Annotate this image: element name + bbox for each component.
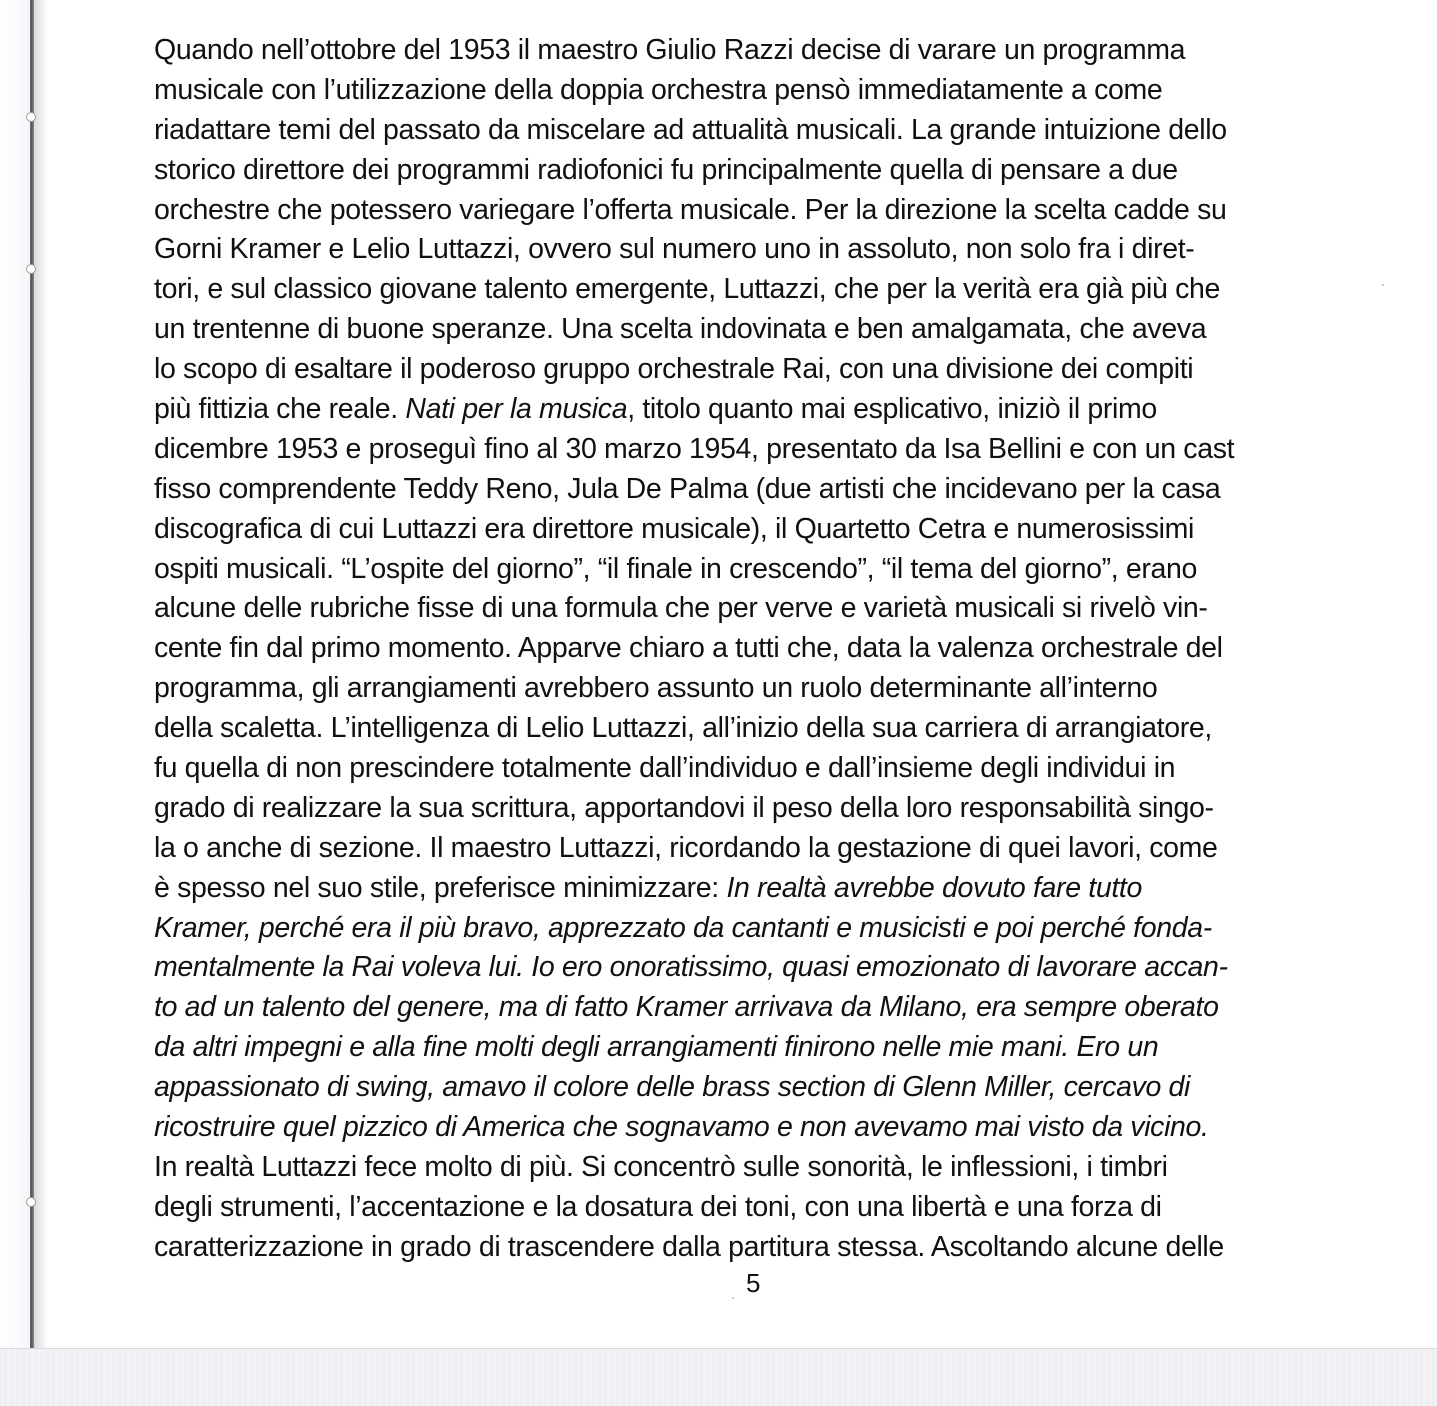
text-line <box>154 430 1369 470</box>
text-line <box>154 111 1369 151</box>
text-run: riadattare temi del passato da miscelare ad attualità musicali. La grande intuizione dello <box>154 113 1227 146</box>
text-line <box>154 1228 1369 1268</box>
text-line <box>154 350 1369 390</box>
text-run: ospiti musicali. “L’ospite del giorno”, “il finale in crescendo”, “il tema del giorno”, erano <box>154 552 1198 585</box>
text-line <box>154 749 1369 789</box>
text-run: un trentenne di buone speranze. Una scelta indovinata e ben amalgamata, che aveva <box>154 313 1207 346</box>
text-line <box>154 151 1369 191</box>
text-line <box>154 1148 1369 1188</box>
text-run: della scaletta. L’intelligenza di Lelio Luttazzi, all’inizio della sua carriera di arrangiatore, <box>154 712 1212 745</box>
text-line <box>154 829 1369 869</box>
italic-text-run: mentalmente la Rai voleva lui. Io ero onoratissimo, quasi emozionato di lavorare accan- <box>154 951 1228 984</box>
text-run: discografica di cui Luttazzi era direttore musicale), il Quartetto Cetra e numerosissimi <box>154 512 1194 545</box>
text-run: fu quella di non prescindere totalmente dall’individuo e dall’insieme degli individui in <box>154 752 1176 785</box>
text-run: fisso comprendente Teddy Reno, Jula De Palma (due artisti che incidevano per la casa <box>154 472 1221 505</box>
text-run: tori, e sul classico giovane talento emergente, Luttazzi, che per la verità era già più che <box>154 273 1221 306</box>
body-text <box>154 31 1369 1268</box>
text-line <box>154 470 1369 510</box>
text-run: Quando nell’ottobre del 1953 il maestro Giulio Razzi decise di varare un programma <box>154 34 1186 66</box>
italic-text-run: Nati per la musica <box>405 393 628 426</box>
page-number: 5 <box>746 1268 761 1298</box>
text-line <box>154 550 1369 590</box>
text-line <box>154 71 1369 111</box>
text-line <box>154 310 1369 350</box>
text-run: In realtà Luttazzi fece molto di più. Si concentrò sulle sonorità, le inflessioni, i timbri <box>154 1150 1168 1183</box>
text-run: dicembre 1953 e proseguì fino al 30 marzo 1954, presentato da Isa Bellini e con un cast <box>154 432 1235 465</box>
text-line <box>154 789 1369 829</box>
text-run: più fittizia che reale. <box>154 393 406 426</box>
text-run: Gorni Kramer e Lelio Luttazzi, ovvero sul numero uno in assoluto, non solo fra i diret- <box>154 233 1195 266</box>
text-line <box>154 191 1369 231</box>
scan-dust-speck <box>732 1297 734 1299</box>
text-line <box>154 589 1369 629</box>
text-run: orchestre che potessero variegare l’offerta musicale. Per la direzione la scelta cadde su <box>154 193 1227 226</box>
text-run: lo scopo di esaltare il poderoso gruppo orchestrale Rai, con una divisione dei compiti <box>154 353 1194 386</box>
text-line <box>154 390 1369 430</box>
text-line <box>154 909 1369 949</box>
text-line <box>154 31 1369 71</box>
text-line <box>154 629 1369 669</box>
italic-text-run: da altri impegni e alla fine molti degli arrangiamenti finirono nelle mie mani. Ero un <box>154 1031 1159 1064</box>
text-line <box>154 709 1369 749</box>
text-run: musicale con l’utilizzazione della doppia orchestra pensò immediatamente a come <box>154 73 1163 106</box>
italic-text-run: Kramer, perché era il più bravo, apprezzato da cantanti e musicisti e poi perché fonda- <box>154 911 1212 944</box>
text-run: la o anche di sezione. Il maestro Luttazzi, ricordando la gestazione di quei lavori, come <box>154 831 1218 864</box>
text-line <box>154 510 1369 550</box>
text-run: grado di realizzare la sua scrittura, apportandovi il peso della loro responsabilità singo- <box>154 791 1214 824</box>
text-line <box>154 1028 1369 1068</box>
text-line <box>154 869 1369 909</box>
text-line <box>154 230 1369 270</box>
text-run: è spesso nel suo stile, preferisce minimizzare: <box>154 871 727 904</box>
text-line <box>154 1188 1369 1228</box>
text-line <box>154 988 1369 1028</box>
text-run: storico direttore dei programmi radiofonici fu principalmente quella di pensare a due <box>154 153 1178 186</box>
scanned-page <box>30 0 1437 1348</box>
text-line <box>154 669 1369 709</box>
scanner-bed-background <box>0 1348 1437 1406</box>
text-run: , titolo quanto mai esplicativo, iniziò il primo <box>627 393 1157 426</box>
text-line <box>154 1068 1369 1108</box>
text-run: cente fin dal primo momento. Apparve chiaro a tutti che, data la valenza orchestrale del <box>154 632 1223 665</box>
italic-text-run: ricostruire quel pizzico di America che sognavamo e non avevamo mai visto da vicino. <box>154 1111 1209 1144</box>
text-run: alcune delle rubriche fisse di una formula che per verve e varietà musicali si rivelò vin- <box>154 592 1208 625</box>
text-run: programma, gli arrangiamenti avrebbero assunto un ruolo determinante all’interno <box>154 672 1158 705</box>
text-run: degli strumenti, l’accentazione e la dosatura dei toni, con una libertà e una forza di <box>154 1190 1162 1223</box>
staple-hole-icon <box>26 1197 36 1207</box>
italic-text-run: to ad un talento del genere, ma di fatto Kramer arrivava da Milano, era sempre oberato <box>154 991 1219 1024</box>
staple-hole-icon <box>26 264 36 274</box>
spine-shadow <box>34 0 48 1348</box>
text-line <box>154 270 1369 310</box>
staple-hole-icon <box>26 112 36 122</box>
scan-dust-speck <box>1382 284 1384 286</box>
text-line <box>154 1108 1369 1148</box>
text-line <box>154 948 1369 988</box>
italic-text-run: In realtà avrebbe dovuto fare tutto <box>726 871 1142 904</box>
text-run: caratterizzazione in grado di trascendere dalla partitura stessa. Ascoltando alcune delle <box>154 1230 1224 1263</box>
italic-text-run: appassionato di swing, amavo il colore delle brass section di Glenn Miller, cercavo di <box>154 1071 1191 1104</box>
